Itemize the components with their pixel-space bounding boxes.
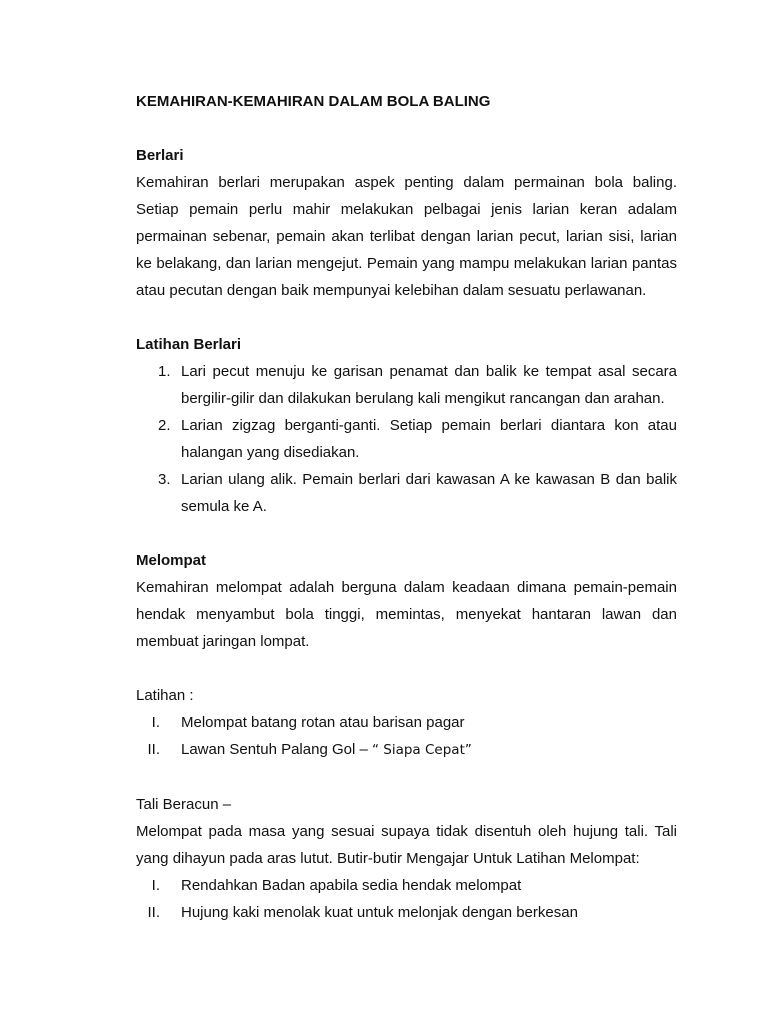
list-marker: II. (147, 741, 160, 758)
list-tali-beracun (136, 872, 677, 926)
list-latihan (136, 709, 677, 764)
document-content (136, 88, 677, 926)
list-item (136, 466, 677, 520)
list-latihan-berlari (136, 358, 677, 520)
list-item-text: Larian zigzag berganti-ganti. Setiap pemain berlari diantara kon atau halangan yang disediakan. (181, 417, 677, 461)
section-heading-latihan: Latihan : (136, 687, 194, 704)
list-marker: I. (151, 714, 160, 731)
spacer (136, 115, 677, 142)
list-item-text: Hujung kaki menolak kuat untuk melonjak dengan berkesan (181, 904, 578, 921)
section-heading-tali-beracun: Tali Beracun – (136, 796, 232, 813)
paragraph-melompat: Kemahiran melompat adalah berguna dalam keadaan dimana pemain-pemain hendak menyambut bola tinggi, memintas, menyekat hantaran lawan dan membuat jaringan lompat. (136, 579, 677, 650)
list-item (136, 358, 677, 412)
list-item-text: Lawan Sentuh Palang Gol – (181, 741, 372, 758)
list-marker: 1. (158, 363, 171, 380)
section-heading-berlari: Berlari (136, 147, 184, 164)
list-item-text: Lari pecut menuju ke garisan penamat dan balik ke tempat asal secara bergilir-gilir dan dilakukan berulang kali mengikut rancangan dan arahan. (181, 363, 677, 407)
section-heading-melompat: Melompat (136, 552, 207, 569)
paragraph-berlari: Kemahiran berlari merupakan aspek penting dalam permainan bola baling. Setiap pemain perlu mahir melakukan pelbagai jenis larian keran adalam permainan sebenar, pemain akan terlibat dengan larian pecut, larian sisi, larian ke belakang, dan larian mengejut. Pemain yang mampu melakukan larian pantas atau pecutan dengan baik mempunyai kelebihan dalam sesuatu perlawanan. (136, 174, 677, 299)
list-item-quote: “ Siapa Cepat” (371, 742, 472, 758)
paragraph-tali-beracun: Melompat pada masa yang sesuai supaya tidak disentuh oleh hujung tali. Tali yang dihayun pada aras lutut. Butir-butir Mengajar Untuk Latihan Melompat: (136, 823, 677, 867)
list-item (136, 412, 677, 466)
section-heading-latihan-berlari: Latihan Berlari (136, 336, 242, 353)
spacer (136, 304, 677, 331)
list-item (136, 709, 677, 736)
list-marker: II. (147, 904, 160, 921)
list-item (136, 736, 677, 764)
list-marker: I. (151, 877, 160, 894)
document-title: KEMAHIRAN-KEMAHIRAN DALAM BOLA BALING (136, 93, 491, 110)
list-item (136, 872, 677, 899)
list-item-text: Melompat batang rotan atau barisan pagar (181, 714, 465, 731)
spacer (136, 655, 677, 682)
list-item-text: Larian ulang alik. Pemain berlari dari kawasan A ke kawasan B dan balik semula ke A. (181, 471, 677, 515)
spacer (136, 520, 677, 547)
list-item (136, 899, 677, 926)
list-item-text: Rendahkan Badan apabila sedia hendak melompat (181, 877, 522, 894)
list-marker: 2. (158, 417, 171, 434)
spacer (136, 764, 677, 791)
list-marker: 3. (158, 471, 171, 488)
